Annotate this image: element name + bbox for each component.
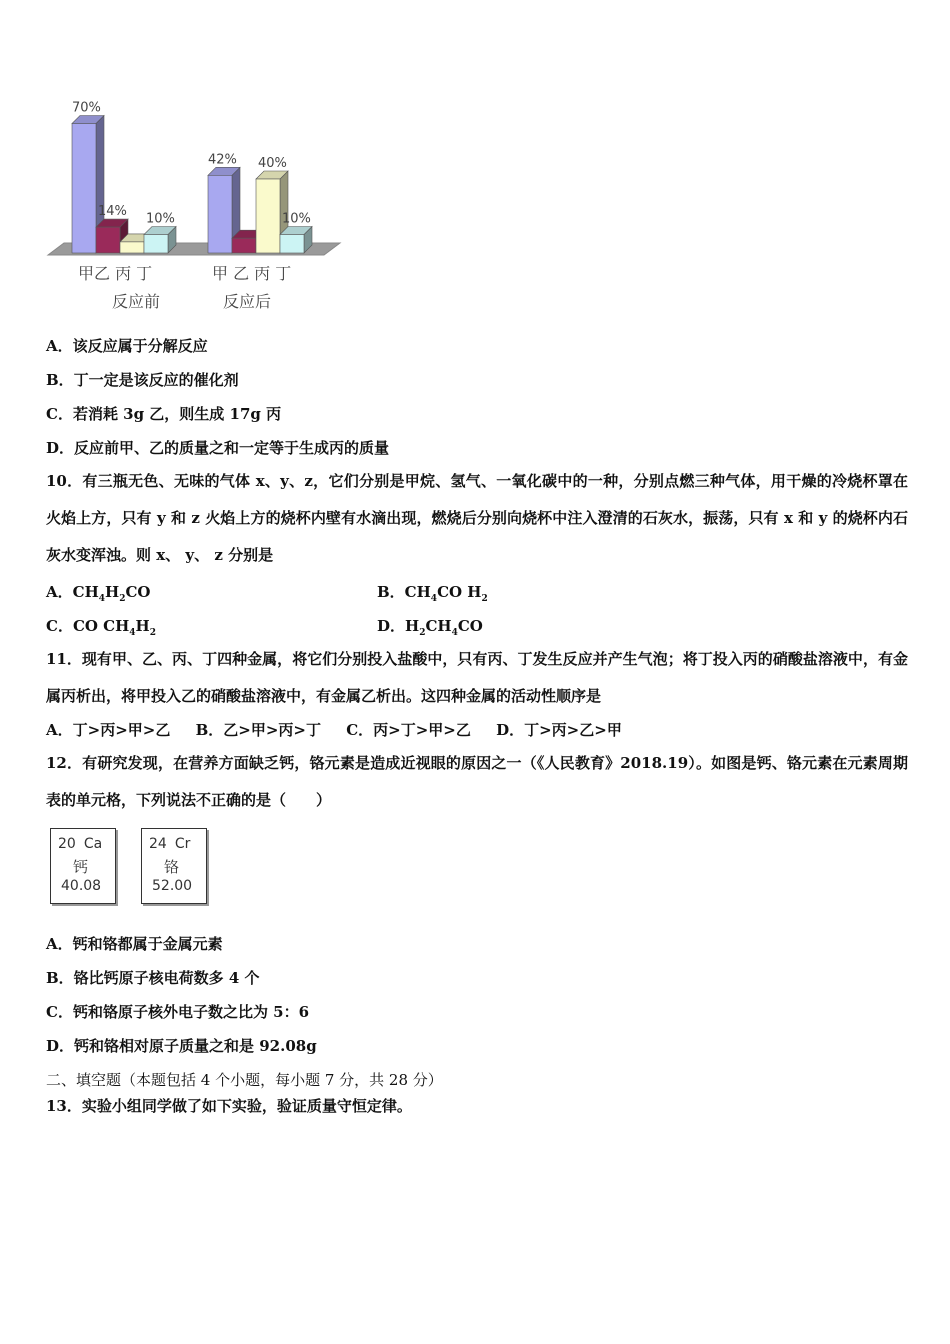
q10-option-c: C．CO $CH_4H_2$ [46,617,156,638]
q12-option-a: A．钙和铬都属于金属元素 [46,935,223,953]
cr-name: 铬 [164,858,180,876]
q12-option-b: B．铬比钙原子核电荷数多 4 个 [46,969,260,987]
cr-symbol: Cr [174,836,191,852]
bar-乙 [232,238,256,253]
q11-option-b: B．乙>甲>丙>丁 [195,721,321,739]
q9-option-a: A．该反应属于分解反应 [46,337,208,355]
data-label: 10% [282,211,311,227]
q11-stem: 11．现有甲、乙、丙、丁四种金属，将它们分别投入盐酸中，只有丙、丁发生反应并产生气泡；将丁投入丙的硝酸盐溶液中，有金属丙析出，将甲投入乙的硝酸盐溶液中，有金属乙析出。这四种金属的活动性顺序是 [46,650,908,705]
element-cell-calcium [50,828,116,904]
q11-option-d: D．丁>丙>乙>甲 [496,721,622,739]
bar-甲 [208,175,232,253]
q11-option-a: A．丁>丙>甲>乙 [46,721,171,739]
data-label: 70% [72,100,101,116]
q12-stem: 12．有研究发现，在营养方面缺乏钙，铬元素是造成近视眼的原因之一（《人民教育》2018.19）。如图是钙、铬元素在元素周期表的单元格，下列说法不正确的是（ ） [46,754,908,809]
group-label-after: 反应后 [223,292,272,311]
ca-mass: 40.08 [61,878,102,894]
q13-stem: 13．实验小组同学做了如下实验，验证质量守恒定律。 [46,1097,412,1115]
bar-丁 [144,235,168,254]
q10-stem: 10．有三瓶无色、无味的气体 x、y、z，它们分别是甲烷、氢气、一氧化碳中的一种，分别点燃三种气体，用干燥的冷烧杯罩在火焰上方，只有 y 和 z 火焰上方的烧杯内壁有水滴出现，燃烧后分别向烧杯中注入澄清的石灰水，振荡，只有 x 和 y 的烧杯内石灰水变浑浊。则 x、 y、 z 分别是 [46,472,908,564]
q12-option-d: D．钙和铬相对原子质量之和是 92.08g [46,1037,317,1055]
ca-symbol: Ca [83,836,103,852]
q9-option-c: C．若消耗 3g 乙，则生成 17g 丙 [46,405,282,423]
group-label-before: 反应前 [112,292,161,311]
bar-甲 [72,124,96,254]
ca-atomic-number: 20 [58,836,76,852]
data-label: 42% [208,152,237,168]
q10-option-b: B．$CH_4CO$ $H_2$ [377,583,488,604]
cr-atomic-number: 24 [149,836,167,852]
bar-丙 [120,242,144,253]
q10-option-a: A．$CH_4H_2CO$ [46,583,151,604]
bar-丙 [256,179,280,253]
q10-option-d: D．$H_2CH_4CO$ [377,617,483,638]
chart-svg [40,95,360,320]
ca-name: 钙 [73,858,89,876]
q11-options [46,719,642,740]
data-label: 10% [146,211,175,227]
category-labels-after: 甲 乙 丙 丁 [212,264,292,283]
section-heading: 二、填空题（本题包括 4 个小题，每小题 7 分，共 28 分） [46,1071,443,1089]
bar-丁 [280,235,304,254]
q11-option-c: C．丙>丁>甲>乙 [346,721,471,739]
q9-option-d: D．反应前甲、乙的质量之和一定等于生成丙的质量 [46,439,390,457]
bar-乙 [96,227,120,253]
q12-option-c: C．钙和铬原子核外电子数之比为 5：6 [46,1003,310,1021]
bar-chart [40,95,360,320]
data-label: 14% [98,204,127,220]
cr-mass: 52.00 [152,878,193,894]
q9-option-b: B．丁一定是该反应的催化剂 [46,371,239,389]
data-label: 40% [258,156,287,171]
element-cell-chromium [141,828,207,904]
category-labels-before: 甲乙 丙 丁 [78,264,153,283]
